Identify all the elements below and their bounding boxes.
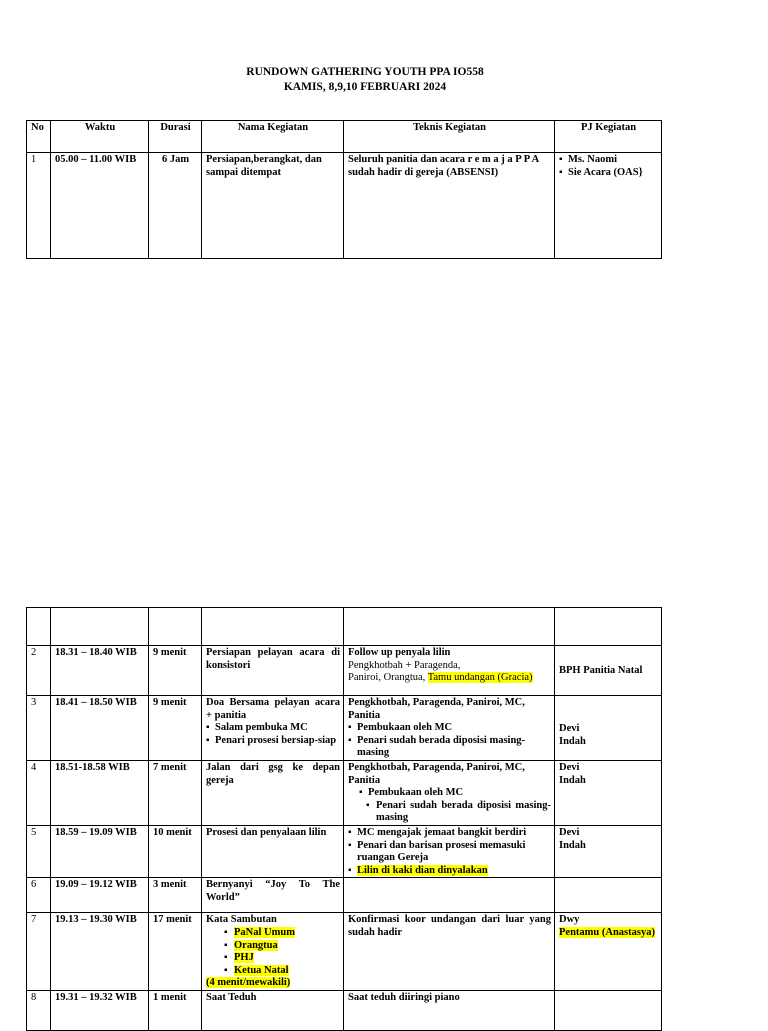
teknis-text: Pengkhotbah, Paragenda, Paniroi, MC, Panitia (348, 761, 525, 786)
cell-waktu: 19.31 – 19.32 WIB (51, 990, 149, 1030)
cell-nama-kegiatan: Persiapan,berangkat, dan sampai ditempat (202, 153, 344, 259)
document-title: RUNDOWN GATHERING YOUTH PPA IO558 (246, 66, 484, 78)
table-header-row (27, 121, 662, 153)
list-item: ▪ Penari dan barisan prosesi memasuki ruangan Gereja (348, 840, 551, 865)
teknis-text: Paniroi, Orangtua, (348, 672, 428, 684)
header-waktu: Waktu (51, 121, 149, 153)
empty-header-row (27, 608, 662, 646)
document-subtitle: KAMIS, 8,9,10 FEBRUARI 2024 (283, 81, 447, 93)
nama-text: Kata Sambutan (206, 914, 277, 926)
list-item (348, 865, 551, 878)
highlighted-text: Tamu undangan (Gracia) (427, 672, 533, 684)
list-item: ▪ Penari sudah berada diposisi masing-masing (348, 800, 551, 825)
header-durasi: Durasi (149, 121, 202, 153)
list-item: ▪ Pembukaan oleh MC (348, 722, 551, 735)
cell-durasi: 3 menit (149, 878, 202, 913)
cell-no: 6 (27, 878, 51, 913)
cell-nama-kegiatan (202, 913, 344, 991)
header-nama-kegiatan: Nama Kegiatan (202, 121, 344, 153)
cell-nama-kegiatan: Bernyanyi “Joy To The World” (202, 878, 344, 913)
cell-waktu: 18.59 – 19.09 WIB (51, 825, 149, 877)
cell-pj-kegiatan (555, 696, 662, 761)
cell-nama-kegiatan: Jalan dari gsg ke depan gereja (202, 760, 344, 825)
pj-name: Devi (559, 761, 580, 773)
cell-nama-kegiatan (202, 696, 344, 761)
pj-highlight (559, 927, 658, 940)
list-item (206, 952, 340, 965)
list-item: ▪ MC mengajak jemaat bangkit berdiri (348, 827, 551, 840)
cell-durasi: 7 menit (149, 760, 202, 825)
teknis-line: Pengkhotbah + Paragenda, (348, 659, 461, 671)
list-item: ▪ Penari sudah berada diposisi masing-masing (348, 735, 551, 760)
rundown-table-1 (26, 120, 662, 259)
cell-pj-kegiatan (555, 913, 662, 991)
header-teknis-kegiatan: Teknis Kegiatan (344, 121, 555, 153)
list-item: ▪ Ms. Naomi (559, 154, 658, 167)
table-row (27, 153, 662, 259)
pj-name: Devi (559, 723, 580, 734)
cell-no: 2 (27, 646, 51, 696)
cell-no: 4 (27, 760, 51, 825)
cell-nama-kegiatan: Persiapan pelayan acara di konsistori (202, 646, 344, 696)
cell-teknis-kegiatan: Saat teduh diiringi piano (344, 990, 555, 1030)
table-row (27, 990, 662, 1030)
rundown-table-2 (26, 607, 662, 1031)
pj-name: Indah (559, 839, 586, 851)
cell-durasi: 17 menit (149, 913, 202, 991)
list-item (206, 927, 340, 940)
teknis-line (348, 672, 551, 685)
highlighted-text: Orangtua (234, 939, 278, 951)
nama-note (206, 977, 340, 990)
header-no: No (27, 121, 51, 153)
cell-teknis-kegiatan (344, 825, 555, 877)
cell-teknis-kegiatan (344, 696, 555, 761)
highlighted-text: PaNal Umum (234, 926, 295, 938)
highlighted-text: Ketua Natal (234, 964, 289, 976)
table-row (27, 696, 662, 761)
pj-name: Devi (559, 826, 580, 838)
pj-name: Indah (559, 735, 586, 747)
cell-pj-kegiatan (555, 990, 662, 1030)
pj-name: Indah (559, 774, 586, 786)
table-row (27, 760, 662, 825)
table-row (27, 646, 662, 696)
pj-name: Dwy (559, 914, 580, 926)
cell-teknis-kegiatan: Konfirmasi koor undangan dari luar yang sudah hadir (344, 913, 555, 991)
cell-no: 5 (27, 825, 51, 877)
cell-waktu: 19.09 – 19.12 WIB (51, 878, 149, 913)
cell-durasi: 9 menit (149, 646, 202, 696)
cell-durasi: 1 menit (149, 990, 202, 1030)
cell-waktu: 05.00 – 11.00 WIB (51, 153, 149, 259)
cell-pj-kegiatan (555, 825, 662, 877)
cell-waktu: 18.51-18.58 WIB (51, 760, 149, 825)
list-item: ▪ Pembukaan oleh MC (348, 787, 551, 800)
cell-waktu: 18.41 – 18.50 WIB (51, 696, 149, 761)
cell-pj-kegiatan (555, 153, 662, 259)
cell-waktu: 18.31 – 18.40 WIB (51, 646, 149, 696)
list-item (206, 940, 340, 953)
cell-no: 1 (27, 153, 51, 259)
table-row (27, 913, 662, 991)
cell-teknis-kegiatan (344, 760, 555, 825)
cell-nama-kegiatan: Saat Teduh (202, 990, 344, 1030)
highlighted-text: (4 menit/mewakili) (206, 977, 291, 989)
cell-no: 8 (27, 990, 51, 1030)
cell-teknis-kegiatan (344, 878, 555, 913)
teknis-text: Pengkhotbah, Paragenda, Paniroi, MC, Panitia (348, 697, 525, 721)
highlighted-text: Lilin di kaki dian dinyalakan (357, 864, 488, 876)
cell-pj-kegiatan (555, 878, 662, 913)
highlighted-text: Pentamu (Anastasya) (559, 926, 655, 938)
table-row (27, 878, 662, 913)
pj-text: BPH Panitia Natal (559, 664, 643, 676)
highlighted-text: PHJ (234, 952, 254, 964)
cell-nama-kegiatan: Prosesi dan penyalaan lilin (202, 825, 344, 877)
cell-pj-kegiatan (555, 646, 662, 696)
nama-text: Doa Bersama pelayan acara + panitia (206, 697, 340, 721)
cell-no: 7 (27, 913, 51, 991)
cell-durasi: 10 menit (149, 825, 202, 877)
cell-pj-kegiatan (555, 760, 662, 825)
header-pj-kegiatan: PJ Kegiatan (555, 121, 662, 153)
cell-waktu: 19.13 – 19.30 WIB (51, 913, 149, 991)
table-row (27, 825, 662, 877)
list-item (206, 965, 340, 978)
cell-durasi: 6 Jam (149, 153, 202, 259)
list-item: ▪ Penari prosesi bersiap-siap (206, 735, 340, 748)
list-item: ▪ Salam pembuka MC (206, 722, 340, 735)
list-item: ▪ Sie Acara (OAS} (559, 167, 658, 180)
cell-teknis-kegiatan (344, 646, 555, 696)
cell-no: 3 (27, 696, 51, 761)
cell-durasi: 9 menit (149, 696, 202, 761)
teknis-line: Follow up penyala lilin (348, 647, 451, 658)
cell-teknis-kegiatan: Seluruh panitia dan acara r e m a j a P P A sudah hadir di gereja (ABSENSI) (344, 153, 555, 259)
